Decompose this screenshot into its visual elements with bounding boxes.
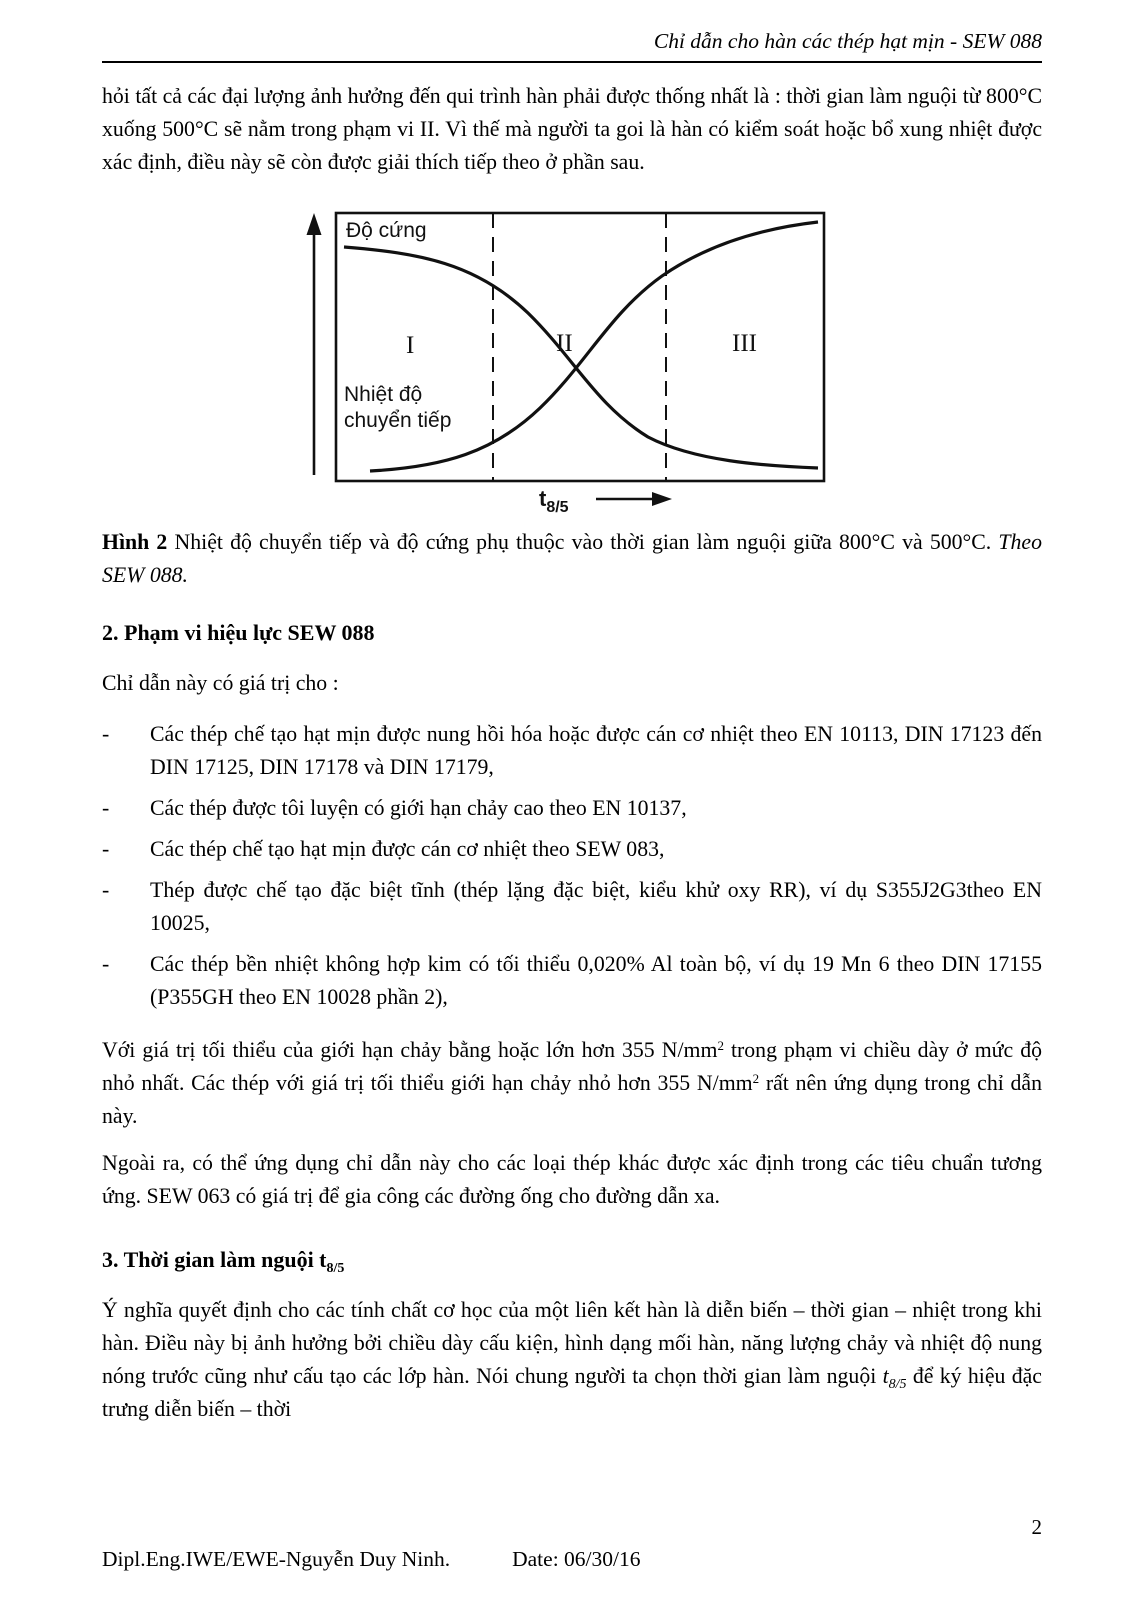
paragraph-cooling-time (102, 1294, 1042, 1426)
paragraph-text: Ý nghĩa quyết định cho các tính chất cơ học của một liên kết hàn là diễn biến – thời gian – nhiệt trong khi hàn. Điều này bị ảnh hưởng bởi chiều dày cấu kiện, hình dạng mối hàn, năng lượng chảy và nhiệt độ nung nóng trước cũng như cấu tạo các lớp hàn. Nói chung người ta chọn thời gian làm nguội (102, 1298, 1042, 1388)
region-2-label: II (556, 330, 573, 357)
x-axis-arrow (596, 492, 672, 506)
list-item-text: Các thép bền nhiệt không hợp kim có tối thiểu 0,020% Al toàn bộ, ví dụ 19 Mn 6 theo DIN 17155 (P355GH theo EN 10028 phần 2), (150, 952, 1042, 1009)
page-number: 2 (1031, 1515, 1042, 1539)
heading-subscript: 8/5 (326, 1261, 345, 1276)
t-subscript: 8/5 (888, 1377, 907, 1392)
figure-2 (294, 203, 1042, 520)
list-item-text: Các thép chế tạo hạt mịn được nung hồi hóa hoặc được cán cơ nhiệt theo EN 10113, DIN 17123 đến DIN 17125, DIN 17178 và DIN 17179, (150, 722, 1042, 779)
paragraph-text: để ký hiệu đặc trưng diễn biến – thời (102, 1364, 1042, 1421)
paragraph-other-steels: Ngoài ra, có thể ứng dụng chỉ dẫn này cho các loại thép khác được xác định trong các tiêu chuẩn tương ứng. SEW 063 có giá trị để gia công các đường ống cho đường dẫn xa. (102, 1151, 1042, 1208)
page-footer (102, 1512, 1042, 1574)
list-item (102, 792, 1042, 825)
figure-caption-number: Hình 2 (102, 530, 168, 554)
superscript: 2 (717, 1038, 724, 1053)
figure-caption-text: Nhiệt độ chuyển tiếp và độ cứng phụ thuộc vào thời gian làm nguội giữa 800°C và 500°C. (167, 530, 999, 554)
superscript: 2 (752, 1071, 760, 1086)
heading-text: 3. Thời gian làm nguội t (102, 1247, 327, 1272)
list-item-text: Các thép chế tạo hạt mịn được cán cơ nhiệt theo SEW 083, (150, 837, 665, 861)
section-3-heading (102, 1243, 1042, 1276)
steel-types-list (102, 718, 1042, 1014)
figure-caption-source: Theo SEW 088. (102, 530, 1042, 587)
figure-2-diagram (294, 203, 854, 515)
footer-row (102, 1544, 1042, 1574)
header-rule (102, 61, 1042, 63)
bullet-marker: - (102, 952, 110, 976)
region-1-label: I (406, 332, 415, 359)
bullet-marker: - (102, 722, 110, 746)
bullet-marker: - (102, 796, 110, 820)
section-2-intro: Chỉ dẫn này có giá trị cho : (102, 671, 339, 695)
list-item (102, 833, 1042, 866)
transition-label-line1: Nhiệt độ (344, 383, 423, 406)
section-2-heading: 2. Phạm vi hiệu lực SEW 088 (102, 620, 375, 645)
paragraph-yield-strength (102, 1034, 1042, 1133)
y-axis-arrow (307, 213, 322, 475)
region-3-label: III (732, 330, 757, 357)
transition-label-line2: chuyển tiếp (344, 409, 452, 432)
list-item-text: Thép được chế tạo đặc biệt tĩnh (thép lặng đặc biệt, kiểu khử oxy RR), ví dụ S355J2G3theo EN 10025, (150, 878, 1042, 935)
list-item (102, 948, 1042, 1014)
paragraph-text: trong phạm vi chiều dày ở mức độ nhỏ nhất. Các thép với giá trị tối thiểu giới hạn chảy nhỏ hơn 355 N/mm (102, 1038, 1042, 1095)
x-axis-label: $t_{8/5}$ (539, 486, 569, 515)
list-item-text: Các thép được tôi luyện có giới hạn chảy cao theo EN 10137, (150, 796, 687, 820)
hardness-label: Độ cứng (346, 219, 427, 242)
paragraph-text: rất nên ứng dụng trong chỉ dẫn này. (102, 1071, 1042, 1128)
footer-author: Dipl.Eng.IWE/EWE-Nguyễn Duy Ninh. (102, 1547, 451, 1571)
hardness-curve (344, 247, 818, 468)
paragraph-text: Với giá trị tối thiểu của giới hạn chảy bằng hoặc lớn hơn 355 N/mm (102, 1038, 718, 1062)
bullet-marker: - (102, 878, 110, 902)
figure-caption (102, 526, 1042, 592)
list-item (102, 874, 1042, 940)
footer-date: Date: 06/30/16 (512, 1547, 641, 1571)
running-header-title: Chỉ dẫn cho hàn các thép hạt mịn - SEW 088 (653, 29, 1042, 53)
list-item (102, 718, 1042, 784)
bullet-marker: - (102, 837, 110, 861)
intro-paragraph: hỏi tất cả các đại lượng ảnh hưởng đến qui trình hàn phải được thống nhất là : thời gian làm nguội từ 800°C xuống 500°C sẽ nằm trong phạm vi II. Vì thế mà người ta goi là hàn có kiểm soát hoặc bổ xung nhiệt được xác định, điều này sẽ còn được giải thích tiếp theo ở phần sau. (102, 84, 1042, 174)
t-variable: t (882, 1364, 889, 1388)
